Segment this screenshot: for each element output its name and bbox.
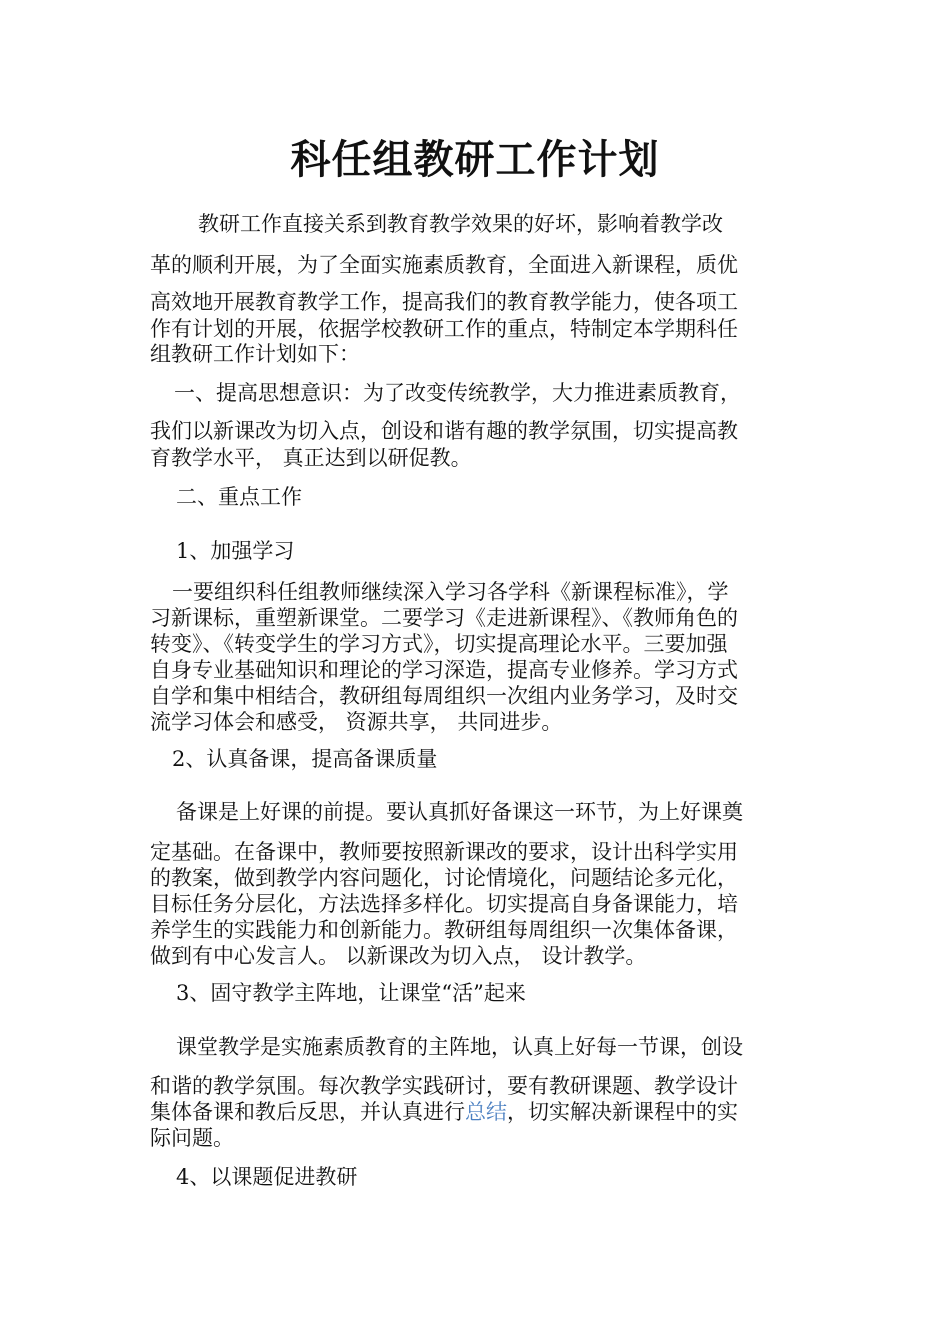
intro-line-2: 革的顺利开展，为了全面实施素质教育，全面进入新课程，质优: [150, 253, 738, 277]
item2-line-4: 目标任务分层化，方法选择多样化。切实提高自身备课能力，培: [150, 892, 738, 916]
item1-line-6: 流学习体会和感受， 资源共享， 共同进步。: [150, 710, 563, 734]
item3-line-1: 课堂教学是实施素质教育的主阵地，认真上好每一节课，创设: [176, 1035, 743, 1059]
item2-line-1: 备课是上好课的前提。要认真抓好备课这一环节，为上好课奠: [176, 800, 743, 824]
intro-line-3: 高效地开展教育教学工作，提高我们的教育教学能力，使各项工: [150, 290, 738, 314]
item1-line-2: 习新课标，重塑新课堂。二要学习《走进新课程》、《教师角色的: [150, 606, 738, 630]
item1-heading: 1、加强学习: [176, 539, 295, 563]
document-title: 科任组教研工作计划: [290, 137, 660, 183]
item1-line-4: 自身专业基础知识和理论的学习深造，提高专业修养。学习方式: [150, 658, 738, 682]
section1-line-2: 我们以新课改为切入点，创设和谐有趣的教学氛围，切实提高教: [150, 419, 738, 443]
intro-line-5: 组教研工作计划如下：: [150, 342, 360, 366]
item1-line-3: 转变》、《转变学生的学习方式》，切实提高理论水平。三要加强: [150, 632, 728, 656]
item2-line-5: 养学生的实践能力和创新能力。教研组每周组织一次集体备课，: [150, 918, 738, 942]
item3-line-2: 和谐的教学氛围。每次教学实践研讨，要有教研课题、教学设计: [150, 1074, 738, 1098]
summary-link[interactable]: 总结: [465, 1100, 507, 1124]
intro-line-4: 作有计划的开展，依据学校教研工作的重点，特制定本学期科任: [150, 317, 738, 341]
section1-line-3: 育教学水平， 真正达到以研促教。: [150, 446, 472, 470]
item1-line-1: 一要组织科任组教师继续深入学习各学科《新课程标准》，学: [172, 580, 729, 604]
item3-line-3-pre: 集体备课和教后反思，并认真进行: [150, 1100, 465, 1124]
section2-heading: 二、重点工作: [176, 485, 302, 509]
item4-heading: 4、以课题促进教研: [176, 1165, 358, 1189]
item2-line-2: 定基础。在备课中，教师要按照新课改的要求，设计出科学实用: [150, 840, 738, 864]
item2-line-3: 的教案，做到教学内容问题化，讨论情境化，问题结论多元化，: [150, 866, 738, 890]
item3-heading: 3、固守教学主阵地，让课堂“活”起来: [176, 981, 526, 1005]
intro-line-1: 教研工作直接关系到教育教学效果的好坏，影响着教学改: [198, 212, 723, 236]
item3-line-3-post: ，切实解决新课程中的实: [507, 1100, 738, 1124]
item1-line-5: 自学和集中相结合，教研组每周组织一次组内业务学习，及时交: [150, 684, 738, 708]
item3-line-4: 际问题。: [150, 1126, 234, 1150]
item2-heading: 2、认真备课，提高备课质量: [172, 747, 438, 771]
item2-line-6: 做到有中心发言人。 以新课改为切入点， 设计教学。: [150, 944, 647, 968]
section1-line-1: 一、提高思想意识：为了改变传统教学，大力推进素质教育，: [174, 381, 741, 405]
